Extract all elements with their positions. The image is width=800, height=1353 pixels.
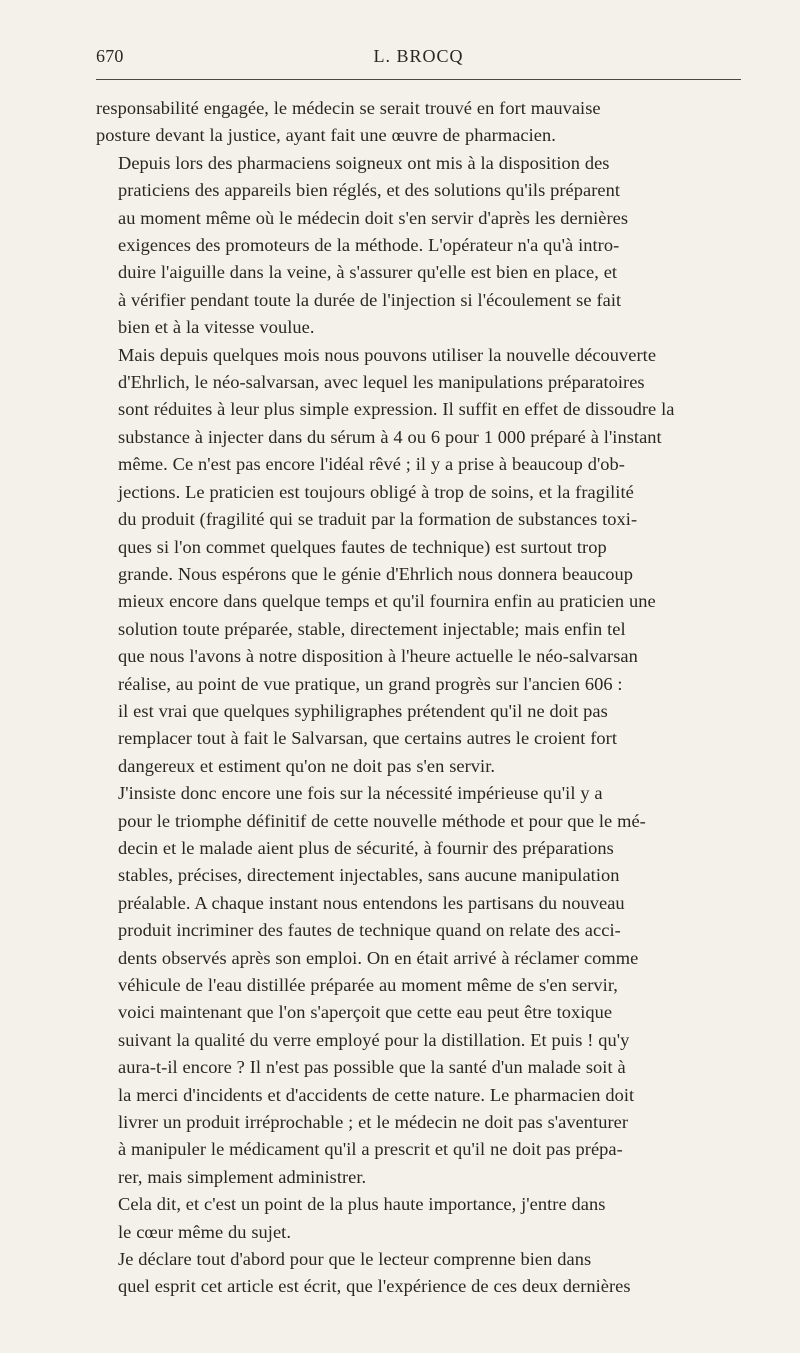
text-line: il est vrai que quelques syphiligraphes prétendent qu'il ne doit pas [118,700,608,721]
text-line: d'Ehrlich, le néo-salvarsan, avec lequel les manipulations préparatoires [118,372,645,393]
page-number: 670 [96,46,124,66]
text-line: à manipuler le médicament qu'il a prescrit et qu'il ne doit pas prépa- [118,1139,623,1160]
text-line: solution toute préparée, stable, directement injectable; mais enfin tel [118,618,626,639]
text-line: aura-t-il encore ? Il n'est pas possible que la santé d'un malade soit à [118,1057,626,1078]
paragraph-2 [96,150,741,342]
text-line: livrer un produit irréprochable ; et le médecin ne doit pas s'aventurer [118,1112,629,1133]
text-line: stables, précises, directement injectables, sans aucune manipulation [118,865,620,886]
text-line: jections. Le praticien est toujours obligé à trop de soins, et la fragilité [118,481,634,502]
text-line: Cela dit, et c'est un point de la plus haute importance, j'entre dans [118,1194,606,1215]
text-line: substance à injecter dans du sérum à 4 ou 6 pour 1 000 préparé à l'instant [118,426,662,447]
paragraph-4 [96,780,741,1191]
text-line: exigences des promoteurs de la méthode. L'opérateur n'a qu'à intro- [118,235,620,256]
text-line: à vérifier pendant toute la durée de l'injection si l'écoulement se fait [118,289,622,310]
page-header [96,38,741,72]
text-line: responsabilité engagée, le médecin se serait trouvé en fort mauvaise [96,98,601,118]
text-line: J'insiste donc encore une fois sur la nécessité impérieuse qu'il y a [118,783,603,804]
text-line: la merci d'incidents et d'accidents de cette nature. Le pharmacien doit [118,1084,635,1105]
text-line: bien et à la vitesse voulue. [118,317,315,338]
text-line: sont réduites à leur plus simple expression. Il suffit en effet de dissoudre la [118,399,675,420]
running-head: L. BROCQ [373,46,464,66]
text-line: produit incriminer des fautes de technique quand on relate des acci- [118,920,621,941]
text-line: voici maintenant que l'on s'aperçoit que cette eau peut être toxique [118,1002,613,1023]
text-line: mieux encore dans quelque temps et qu'il fournira enfin au praticien une [118,591,656,612]
header-rule [96,79,741,80]
paragraph-6 [96,1246,741,1301]
text-line: rer, mais simplement administrer. [118,1166,367,1187]
text-line: même. Ce n'est pas encore l'idéal rêvé ; il y a prise à beaucoup d'ob- [118,454,625,475]
text-line: pour le triomphe définitif de cette nouvelle méthode et pour que le mé- [118,810,646,831]
text-line: Mais depuis quelques mois nous pouvons utiliser la nouvelle découverte [118,344,657,365]
text-line: dangereux et estiment qu'on ne doit pas s'en servir. [118,755,496,776]
body-text [96,95,741,1301]
text-line: Depuis lors des pharmaciens soigneux ont mis à la disposition des [118,152,610,173]
text-line: Je déclare tout d'abord pour que le lecteur comprenne bien dans [118,1249,592,1270]
text-line: suivant la qualité du verre employé pour la distillation. Et puis ! qu'y [118,1029,630,1050]
text-line: grande. Nous espérons que le génie d'Ehrlich nous donnera beaucoup [118,563,634,584]
text-line: réalise, au point de vue pratique, un grand progrès sur l'ancien 606 : [118,673,623,694]
text-line: que nous l'avons à notre disposition à l'heure actuelle le néo-salvarsan [118,646,638,667]
text-line: quel esprit cet article est écrit, que l'expérience de ces deux dernières [118,1276,631,1297]
paragraph-3 [96,342,741,781]
text-line: véhicule de l'eau distillée préparée au moment même de s'en servir, [118,975,618,995]
text-line: préalable. A chaque instant nous entendons les partisans du nouveau [118,892,625,913]
text-line: decin et le malade aient plus de sécurité, à fournir des préparations [118,837,614,858]
text-line: le cœur même du sujet. [118,1221,291,1242]
paragraph-5 [96,1191,741,1246]
text-line: duire l'aiguille dans la veine, à s'assurer qu'elle est bien en place, et [118,262,618,283]
text-line: du produit (fragilité qui se traduit par la formation de substances toxi- [118,509,638,530]
text-line: praticiens des appareils bien réglés, et des solutions qu'ils préparent [118,180,621,201]
text-line: dents observés après son emploi. On en était arrivé à réclamer comme [118,947,639,968]
text-line: ques si l'on commet quelques fautes de technique) est surtout trop [118,536,607,557]
paragraph-1 [96,95,741,150]
text-line: posture devant la justice, ayant fait une œuvre de pharmacien. [96,125,556,146]
text-line: au moment même où le médecin doit s'en servir d'après les dernières [118,207,629,228]
text-line: remplacer tout à fait le Salvarsan, que certains autres le croient fort [118,728,618,749]
